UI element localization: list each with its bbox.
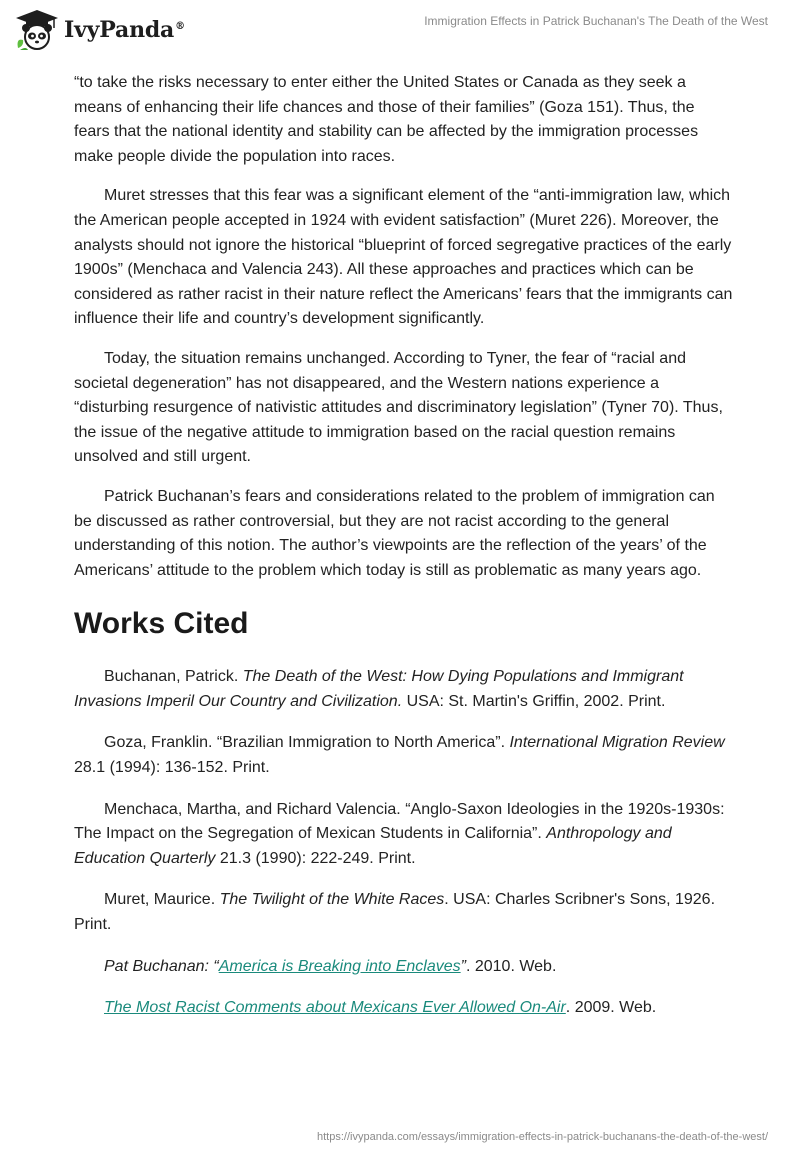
citation-goza: Goza, Franklin. “Brazilian Immigration to North America”. International Migration Review 28.1 (1994): 136-152. Print. bbox=[74, 734, 725, 777]
page-header bbox=[0, 0, 800, 64]
registered-mark: ® bbox=[175, 20, 185, 32]
citation-buchanan: Buchanan, Patrick. The Death of the West: How Dying Populations and Immigrant Invasions Imperil Our Country and Civilization. USA: St. Martin's Griffin, 2002. Print. bbox=[74, 668, 684, 710]
panda-logo-icon bbox=[14, 8, 60, 52]
citation-racist-comments: The Most Racist Comments about Mexicans Ever Allowed On-Air. 2009. Web. bbox=[104, 999, 657, 1017]
brand-name: IvyPanda® bbox=[64, 17, 185, 43]
footer-source-url[interactable]: https://ivypanda.com/essays/immigration-effects-in-patrick-buchanans-the-death-of-the-west/ bbox=[317, 1131, 768, 1143]
paragraph: Today, the situation remains unchanged. According to Tyner, the fear of “racial and societal degeneration” has not disappeared, and the Western nations experience a “disturbing resurgence of nativistic attitudes and discriminatory legislation” (Tyner 70). Thus, the issue of the negative attitude to immigration based on the racial question remains unsolved and still urgent. bbox=[74, 349, 723, 466]
paragraph-continuation: “to take the risks necessary to enter either the United States or Canada as they seek a means of enhancing their life chances and those of their families” (Goza 151). Thus, the fears that the national identity and stability can be affected by the immigration processes make people divide the population into races. bbox=[74, 74, 699, 165]
citation-link-racist-comments[interactable]: The Most Racist Comments about Mexicans Ever Allowed On-Air bbox=[104, 999, 566, 1017]
essay-content bbox=[74, 71, 734, 1038]
paragraph: Muret stresses that this fear was a significant element of the “anti-immigration law, which the American people accepted in 1924 with evident satisfaction” (Muret 226). Moreover, the analysts should not ignore the historical “blueprint of forced segregative practices of the early 1900s” (Menchaca and Valencia 243). All these approaches and practices which can be considered as rather racist in their nature reflect the Americans’ fears that the immigrants can influence their life and country’s development significantly. bbox=[74, 187, 733, 328]
ivypanda-logo[interactable] bbox=[14, 8, 185, 52]
document-title: Immigration Effects in Patrick Buchanan's The Death of the West bbox=[424, 14, 768, 28]
works-cited-heading: Works Cited bbox=[74, 607, 249, 641]
citation-link-enclaves[interactable]: America is Breaking into Enclaves bbox=[218, 957, 461, 975]
citation-muret: Muret, Maurice. The Twilight of the White Races. USA: Charles Scribner's Sons, 1926. Print. bbox=[74, 891, 716, 934]
paragraph: Patrick Buchanan’s fears and considerations related to the problem of immigration can be discussed as rather controversial, but they are not racist according to the general understanding of this notion. The author’s viewpoints are the reflection of the years’ of the Americans’ attitude to the problem which today is still as problematic as many years ago. bbox=[74, 487, 715, 579]
citation-pat-buchanan: Pat Buchanan: “America is Breaking into Enclaves”. 2010. Web. bbox=[104, 957, 557, 975]
citation-menchaca: Menchaca, Martha, and Richard Valencia. “Anglo-Saxon Ideologies in the 1920s-1930s: The Impact on the Segregation of Mexican Students in California”. Anthropology and Education Quarterly 21.3 (1990): 222-249. Print. bbox=[74, 800, 725, 867]
